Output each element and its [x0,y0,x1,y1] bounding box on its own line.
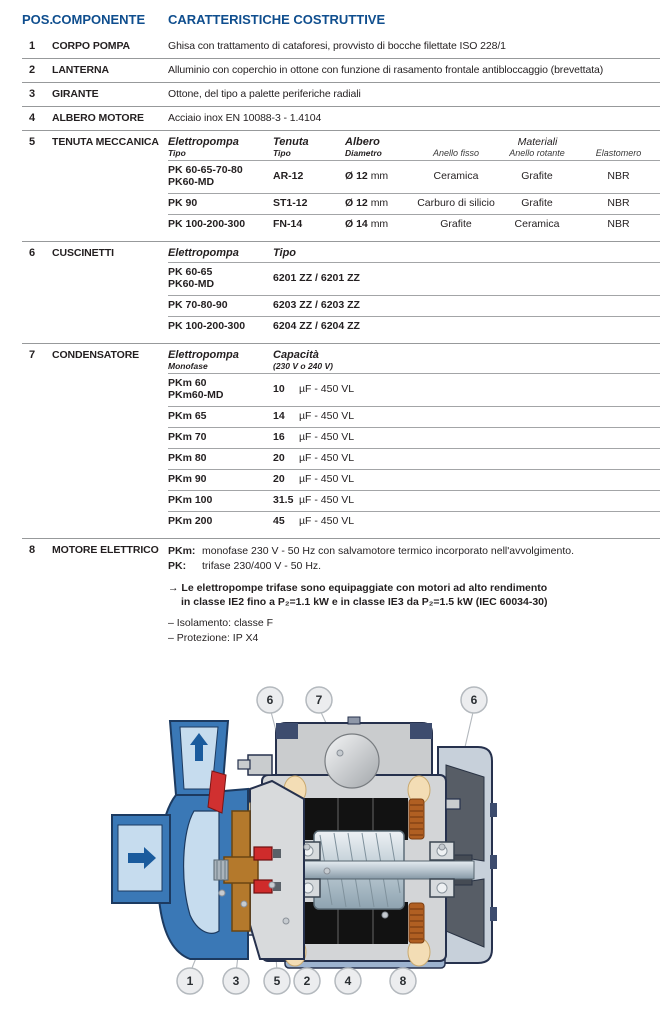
cell-capacita: 45 µF - 450 VL [273,515,355,528]
cell-elettropompa: PKm 200 [168,515,213,528]
svg-text:7: 7 [315,692,323,707]
cell-elettropompa: PK 70-80-90 [168,299,228,312]
col-head-elettropompa: Elettropompa [168,349,239,362]
svg-text:6: 6 [266,692,274,707]
col-head-materiali: Materiali [517,136,558,148]
cell-diametro: Ø 14 mm [345,218,389,231]
cuscinetti-subtable [168,247,660,337]
svg-text:6: 6 [470,692,478,707]
cell-tipo: 6203 ZZ / 6203 ZZ [273,299,360,312]
tenuta-row [168,161,660,194]
condensatore-row [168,407,660,428]
table-row-tenuta-meccanica [22,131,660,242]
cell-elettropompa: PKm 60 PKm60-MD [168,377,224,402]
cell-capacita: 14 µF - 450 VL [273,410,355,423]
pkm-label: PKm: [168,545,196,558]
row-pos: 4 [29,112,36,124]
table-row-girante [22,83,660,107]
motore-specs [168,616,660,646]
cuscinetti-row [168,296,660,317]
cell-elastomero: NBR [607,197,630,210]
cell-tenuta-tipo: FN-14 [273,218,303,231]
pk-label: PK: [168,559,187,572]
table-row-cuscinetti [22,242,660,344]
col-head-capacita: Capacità [273,349,319,362]
cell-elettropompa: PKm 70 [168,431,207,444]
cell-elettropompa: PK 100-200-300 [168,218,246,231]
cell-capacita: 10 µF - 450 VL [273,383,355,396]
col-head-elettropompa: Elettropompa [168,247,239,260]
callout-8 [390,968,416,994]
row-pos: 2 [29,64,36,76]
cell-elettropompa: PK 100-200-300 [168,320,246,333]
col-head-tipo: Tipo [273,247,297,260]
cell-elastomero: NBR [607,170,630,183]
cell-anello-rotante: Ceramica [514,218,560,231]
callout-1 [177,968,203,994]
row-component: MOTORE ELETTRICO [52,544,159,557]
tenuta-subheader-2 [168,148,660,161]
condensatore-subheader-1 [168,349,660,361]
col-subhead-monofase: Monofase [168,361,208,372]
row-component: TENUTA MECCANICA [52,136,159,148]
cell-elettropompa: PK 60-65 PK60-MD [168,266,215,291]
motore-description [168,544,660,646]
cell-capacita: 31.5 µF - 450 VL [273,494,355,507]
col-subhead-tipo2: Tipo [273,148,291,158]
table-row-albero-motore [22,107,660,131]
svg-text:1: 1 [186,973,194,988]
svg-text:8: 8 [399,973,407,988]
cuscinetti-subheader [168,247,660,263]
cell-elettropompa: PK 60-65-70-80 PK60-MD [168,164,243,189]
table-row-lanterna [22,59,660,83]
condensatore-row [168,470,660,491]
row-component: CUSCINETTI [52,247,115,260]
cell-elettropompa: PKm 90 [168,473,207,486]
table-row-corpo-pompa [22,35,660,59]
row-pos: 5 [29,136,36,148]
cuscinetti-row [168,263,660,296]
row-pos: 6 [29,247,36,260]
note-arrow-icon: → [168,581,179,594]
col-subhead-diametro: Diametro [345,148,382,158]
table-row-condensatore [22,344,660,539]
tenuta-subtable [168,136,660,235]
pump-cutaway-diagram [100,663,570,1008]
condensatore-subtable [168,349,660,532]
capacitor [325,734,379,788]
tenuta-subheader-1 [168,136,660,148]
row-component: CORPO POMPA [52,40,131,52]
col-subhead-anello-fisso: Anello fisso [432,148,480,158]
callout-6-left [257,687,283,713]
svg-text:4: 4 [344,973,352,988]
tenuta-row [168,215,660,235]
col-head-albero: Albero [345,136,380,148]
header-componente: COMPONENTE [52,12,146,27]
callout-6-right [461,687,487,713]
cell-elettropompa: PKm 100 [168,494,213,507]
callout-5 [264,968,290,994]
col-subhead-anello-rotante: Anello rotante [509,148,565,158]
cell-anello-fisso: Grafite [440,218,472,231]
condensatore-row [168,449,660,470]
motore-monofase-line [168,544,660,558]
cell-anello-fisso: Carburo di silicio [417,197,495,210]
row-description: Alluminio con coperchio in ottone con funzione di rasamento frontale antibloccaggio (brevettata) [168,64,604,76]
row-component: ALBERO MOTORE [52,112,144,124]
callout-2 [294,968,320,994]
cell-capacita: 20 µF - 450 VL [273,452,355,465]
cell-tipo: 6204 ZZ / 6204 ZZ [273,320,360,333]
row-pos: 1 [29,40,36,52]
tenuta-row [168,194,660,215]
cell-tenuta-tipo: ST1-12 [273,197,308,210]
row-description: Acciaio inox EN 10088-3 - 1.4104 [168,112,322,124]
cuscinetti-row [168,317,660,337]
row-description: Ghisa con trattamento di cataforesi, provvisto di bocche filettate ISO 228/1 [168,40,506,52]
cell-capacita: 16 µF - 450 VL [273,431,355,444]
cell-elettropompa: PK 90 [168,197,198,210]
col-subhead-tipo: Tipo [168,148,186,158]
table-row-motore-elettrico [22,539,660,652]
callout-4 [335,968,361,994]
motore-trifase-line [168,559,660,573]
col-subhead-elastomero: Elastomero [595,148,642,158]
row-pos: 3 [29,88,36,100]
condensatore-row [168,512,660,532]
table-header [22,10,660,35]
cell-anello-rotante: Grafite [521,197,553,210]
pump-cutaway-svg [100,663,570,1008]
header-caratteristiche: CARATTERISTICHE COSTRUTTIVE [168,12,386,27]
cell-diametro: Ø 12 mm [345,170,389,183]
row-component: LANTERNA [52,64,109,76]
row-description: Ottone, del tipo a palette periferiche radiali [168,88,361,100]
condensatore-row [168,374,660,407]
col-head-elettropompa: Elettropompa [168,136,239,148]
pk-text: trifase 230/400 V - 50 Hz. [202,559,322,572]
cell-anello-rotante: Grafite [521,170,553,183]
pump-body [112,721,248,959]
condensatore-subheader-2 [168,361,660,374]
cell-elettropompa: PKm 65 [168,410,207,423]
cell-capacita: 20 µF - 450 VL [273,473,355,486]
condensatore-row [168,428,660,449]
cell-tenuta-tipo: AR-12 [273,170,304,183]
callout-7 [306,687,332,713]
efficiency-note: → Le elettropompe trifase sono equipaggiate con motori ad alto rendimento in classe IE2 fino a P₂=1.1 kW e in classe IE3 da P₂=1.5 kW (IEC 60034-30) [168,581,548,608]
cell-tipo: 6201 ZZ / 6201 ZZ [273,272,360,285]
condensatore-row [168,491,660,512]
row-pos: 7 [29,349,36,362]
svg-text:5: 5 [273,973,281,988]
cell-elastomero: NBR [607,218,630,231]
protezione-line: – Protezione: IP X4 [168,632,259,645]
header-pos: POS. [22,12,54,27]
svg-text:2: 2 [303,973,311,988]
col-head-tenuta: Tenuta [273,136,309,148]
cell-diametro: Ø 12 mm [345,197,389,210]
cell-anello-fisso: Ceramica [433,170,479,183]
row-pos: 8 [29,544,36,557]
cell-elettropompa: PKm 80 [168,452,207,465]
isolamento-line: – Isolamento: classe F [168,617,274,630]
svg-text:3: 3 [232,973,240,988]
row-component: GIRANTE [52,88,99,100]
pkm-text: monofase 230 V - 50 Hz con salvamotore termico incorporato nell'avvolgimento. [202,545,575,558]
col-subhead-voltaggio: (230 V o 240 V) [273,361,334,372]
row-component: CONDENSATORE [52,349,140,362]
callout-3 [223,968,249,994]
